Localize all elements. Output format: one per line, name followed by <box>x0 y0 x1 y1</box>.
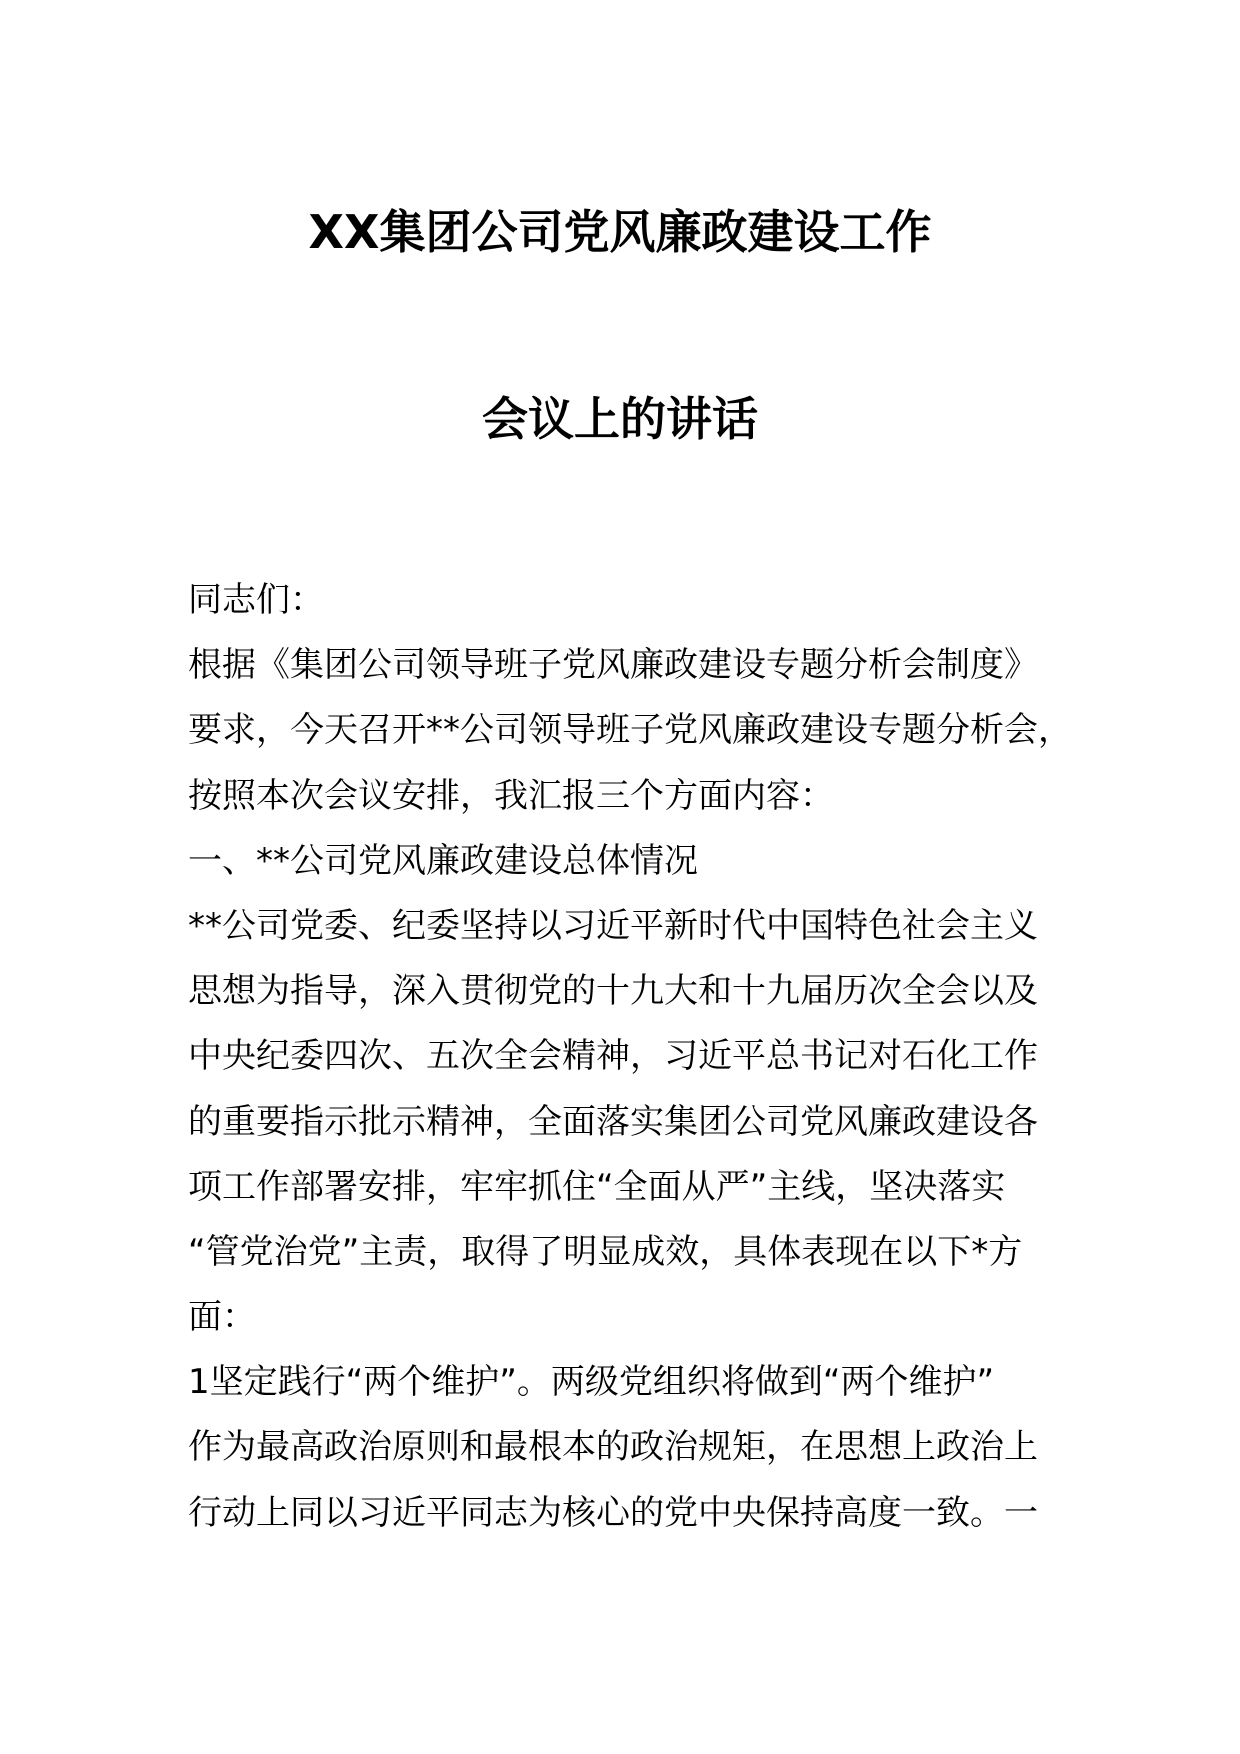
paragraph-line: 作为最高政治原则和最根本的政治规矩，在思想上政治上 <box>188 1427 1038 1468</box>
paragraph-line: 项工作部署安排，牢牢抓住“全面从严”主线，坚决落实 <box>188 1166 1006 1207</box>
paragraph-line: **公司党委、纪委坚持以习近平新时代中国特色社会主义 <box>188 905 1038 946</box>
document-title-line-2: 会议上的讲话 <box>482 392 758 446</box>
document-title-line-1: XX集团公司党风廉政建设工作 <box>308 205 932 259</box>
paragraph-line: 的重要指示批示精神，全面落实集团公司党风廉政建设各 <box>188 1101 1038 1142</box>
paragraph-line: 中央纪委四次、五次全会精神，习近平总书记对石化工作 <box>188 1036 1038 1077</box>
paragraph-line: 行动上同以习近平同志为核心的党中央保持高度一致。一 <box>188 1492 1038 1533</box>
salutation: 同志们： <box>188 580 324 620</box>
paragraph-line: 思想为指导，深入贯彻党的十九大和十九届历次全会以及 <box>188 971 1038 1012</box>
paragraph-line: 1坚定践行“两个维护”。两级党组织将做到“两个维护” <box>188 1362 995 1403</box>
paragraph-line: 要求，今天召开**公司领导班子党风廉政建设专题分析会， <box>188 710 1072 751</box>
section-heading: 一、**公司党风廉政建设总体情况 <box>188 840 698 881</box>
document-body <box>188 568 1088 1546</box>
paragraph-line: 根据《集团公司领导班子党风廉政建设专题分析会制度》 <box>188 645 1038 686</box>
paragraph-line: 面： <box>188 1297 256 1338</box>
paragraph-line: 按照本次会议安排，我汇报三个方面内容： <box>188 775 834 816</box>
paragraph-line: “管党治党”主责，取得了明显成效，具体表现在以下*方 <box>188 1231 1023 1272</box>
